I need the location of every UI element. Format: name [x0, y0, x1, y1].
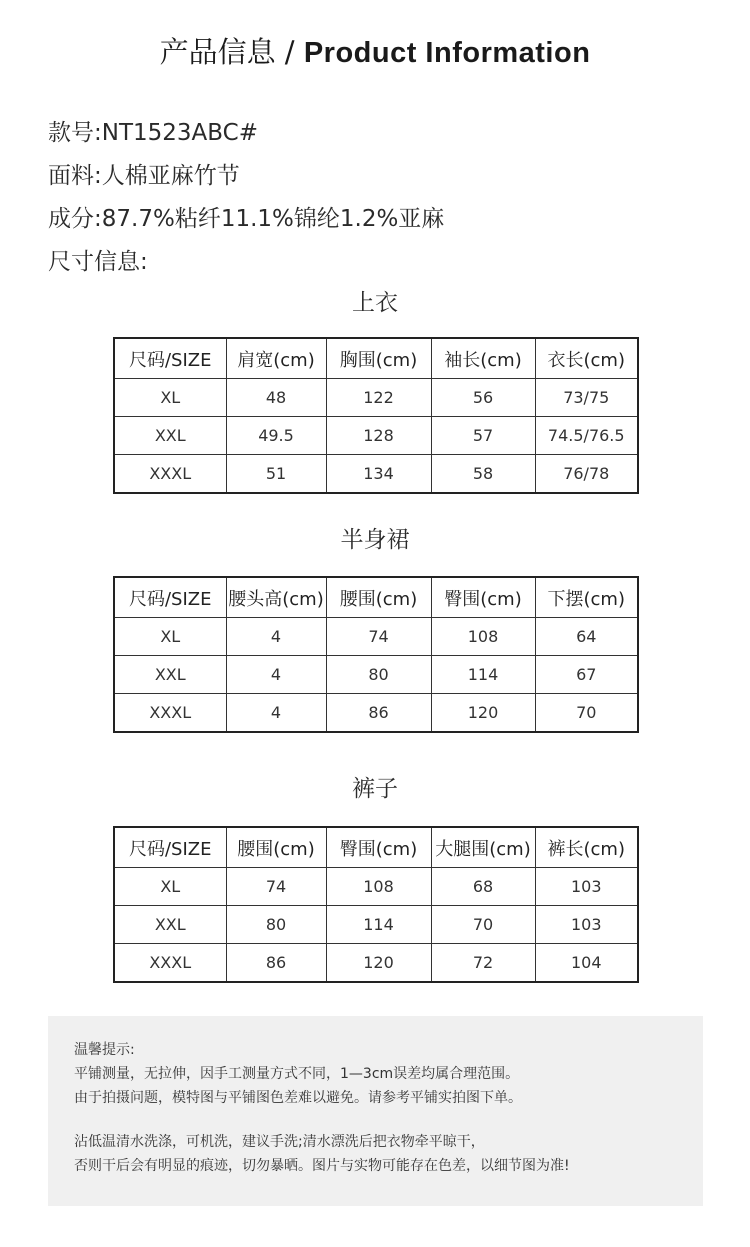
- table-cell: 80: [226, 906, 326, 944]
- fabric-info: 面料:人棉亚麻竹节: [48, 163, 240, 189]
- header-cell: 裤长(cm): [535, 827, 638, 868]
- table-cell: 4: [226, 694, 326, 733]
- pants-size-table: [113, 826, 639, 983]
- size-info-label: 尺寸信息:: [48, 249, 148, 275]
- table-cell: 70: [431, 906, 535, 944]
- table-cell: 58: [431, 455, 535, 494]
- table-cell: 122: [326, 379, 431, 417]
- table-cell: XXXL: [114, 694, 226, 733]
- table-cell: 49.5: [226, 417, 326, 455]
- table-cell: 73/75: [535, 379, 638, 417]
- table-cell: 108: [431, 618, 535, 656]
- table-header-row: [114, 577, 638, 618]
- table-row: [114, 618, 638, 656]
- table-cell: 4: [226, 618, 326, 656]
- table-row: [114, 944, 638, 983]
- table-cell: XXL: [114, 417, 226, 455]
- notice-line: 平铺测量，无拉伸，因手工测量方式不同，1—3cm误差均属合理范围。: [74, 1066, 520, 1082]
- table-cell: 86: [326, 694, 431, 733]
- table-cell: 48: [226, 379, 326, 417]
- header-cell: 臀围(cm): [431, 577, 535, 618]
- table-cell: 76/78: [535, 455, 638, 494]
- table-cell: 74: [226, 868, 326, 906]
- table-cell: 114: [326, 906, 431, 944]
- style-number: 款号:NT1523ABC#: [48, 120, 258, 146]
- table-header-row: [114, 827, 638, 868]
- header-cell: 肩宽(cm): [226, 338, 326, 379]
- title-separator: /: [275, 35, 304, 69]
- composition-info: 成分:87.7%粘纤11.1%锦纶1.2%亚麻: [48, 206, 445, 232]
- table-cell: 56: [431, 379, 535, 417]
- notice-box: [48, 1016, 703, 1206]
- table-cell: 51: [226, 455, 326, 494]
- table-cell: 128: [326, 417, 431, 455]
- notice-line: 由于拍摄问题，模特图与平铺图色差难以避免。请参考平铺实拍图下单。: [74, 1090, 522, 1106]
- notice-line: 沾低温清水洗涤，可机洗，建议手洗;清水漂洗后把衣物牵平晾干，: [74, 1134, 485, 1150]
- table-cell: 114: [431, 656, 535, 694]
- table-row: [114, 694, 638, 733]
- top-section-title: 上衣: [352, 290, 398, 316]
- top-size-table: [113, 337, 639, 494]
- table-cell: 108: [326, 868, 431, 906]
- product-info: [48, 112, 444, 284]
- table-cell: 4: [226, 656, 326, 694]
- header-cell: 尺码/SIZE: [114, 577, 226, 618]
- page-title-en: Product Information: [303, 37, 591, 69]
- table-cell: 86: [226, 944, 326, 983]
- table-cell: 103: [535, 906, 638, 944]
- table-row: [114, 868, 638, 906]
- skirt-section-title: 半身裙: [340, 527, 410, 553]
- table-cell: 70: [535, 694, 638, 733]
- table-row: [114, 417, 638, 455]
- table-cell: 80: [326, 656, 431, 694]
- table-row: [114, 906, 638, 944]
- table-cell: XXXL: [114, 944, 226, 983]
- table-header-row: [114, 338, 638, 379]
- table-cell: 134: [326, 455, 431, 494]
- header-cell: 下摆(cm): [535, 577, 638, 618]
- table-cell: 74: [326, 618, 431, 656]
- header-cell: 胸围(cm): [326, 338, 431, 379]
- table-cell: 64: [535, 618, 638, 656]
- table-row: [114, 656, 638, 694]
- header-cell: 尺码/SIZE: [114, 338, 226, 379]
- table-row: [114, 379, 638, 417]
- table-cell: 72: [431, 944, 535, 983]
- header-cell: 腰围(cm): [226, 827, 326, 868]
- header-cell: 腰围(cm): [326, 577, 431, 618]
- table-cell: XL: [114, 868, 226, 906]
- table-cell: 103: [535, 868, 638, 906]
- page-title: [0, 30, 750, 71]
- header-cell: 尺码/SIZE: [114, 827, 226, 868]
- table-cell: 104: [535, 944, 638, 983]
- table-cell: XL: [114, 379, 226, 417]
- table-cell: XL: [114, 618, 226, 656]
- header-cell: 衣长(cm): [535, 338, 638, 379]
- table-cell: XXL: [114, 656, 226, 694]
- page-title-cn: 产品信息: [159, 35, 276, 69]
- table-cell: 67: [535, 656, 638, 694]
- table-cell: 74.5/76.5: [535, 417, 638, 455]
- notice-line: 否则干后会有明显的痕迹，切勿暴晒。图片与实物可能存在色差，以细节图为准!: [74, 1158, 570, 1174]
- header-cell: 臀围(cm): [326, 827, 431, 868]
- header-cell: 大腿围(cm): [431, 827, 535, 868]
- table-cell: XXXL: [114, 455, 226, 494]
- table-cell: 120: [326, 944, 431, 983]
- notice-heading: 温馨提示:: [74, 1042, 135, 1058]
- header-cell: 腰头高(cm): [226, 577, 326, 618]
- table-cell: 120: [431, 694, 535, 733]
- header-cell: 袖长(cm): [431, 338, 535, 379]
- table-cell: XXL: [114, 906, 226, 944]
- skirt-size-table: [113, 576, 639, 733]
- pants-section-title: 裤子: [352, 776, 398, 802]
- table-cell: 68: [431, 868, 535, 906]
- table-row: [114, 455, 638, 494]
- table-cell: 57: [431, 417, 535, 455]
